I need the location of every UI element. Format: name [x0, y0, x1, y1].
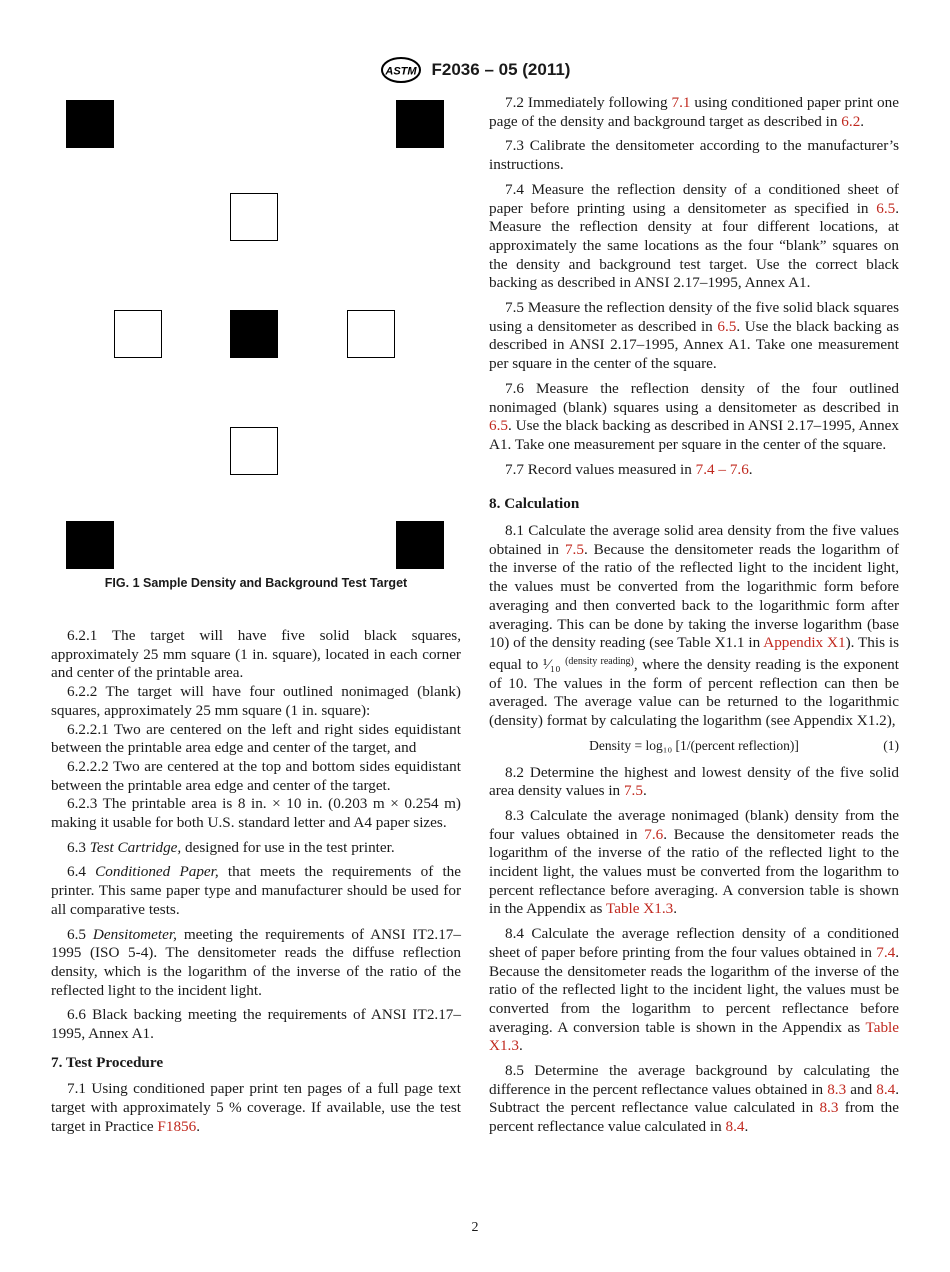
link-f1856[interactable]: F1856: [157, 1117, 197, 1135]
solid-square-bottom-left: [66, 521, 114, 569]
paragraph-6-3: 6.3 Test Cartridge, designed for use in the test printer.: [67, 838, 395, 856]
link-8-4[interactable]: 8.4: [876, 1080, 896, 1098]
density-test-target-figure: [50, 90, 462, 570]
link-6-5[interactable]: 6.5: [489, 417, 508, 435]
equation-formula: Density = log₁₀ [1/(percent reflection)]: [589, 737, 799, 753]
link-table-x1-3[interactable]: Table X1.3: [606, 900, 674, 918]
link-6-5[interactable]: 6.5: [876, 199, 896, 217]
paragraph-8-5: 8.5 Determine the average background by calculating the difference in the percent reflectance values obtained in 8.3 and 8.4. Subtract the percent reflectance value calculated in 8.3 from the percent reflectance value calculated in 8.4.: [489, 1062, 900, 1136]
paragraph-7-7: 7.7 Record values measured in 7.4 – 7.6.: [505, 460, 753, 478]
document-code: F2036 – 05 (2011): [431, 60, 571, 79]
paragraph-7-3: 7.3 Calibrate the densitometer according to the manufacturer’s instructions.: [489, 137, 899, 174]
paragraph-7-1: 7.1 Using conditioned paper print ten pages of a full page text target with approximately 5 % coverage. If available, use the test target in Practice F1856.: [51, 1080, 461, 1135]
paragraph-6-2-2-1: 6.2.2.1 Two are centered on the left and right sides equidistant between the printable area edge and center of the target, and: [51, 720, 461, 757]
link-8-3[interactable]: 8.3: [827, 1080, 847, 1098]
astm-logo-icon: [380, 56, 422, 84]
link-7-4[interactable]: 7.4: [876, 943, 896, 961]
link-table-x1-3[interactable]: Table X1.3: [489, 1018, 899, 1055]
right-column: [489, 94, 899, 1143]
link-appendix-x1[interactable]: Appendix X1: [763, 634, 846, 652]
left-column: [51, 627, 461, 1143]
paragraph-7-6: 7.6 Measure the reflection density of the four outlined nonimaged (blank) squares using a densitometer as described in 6.5. Use the black backing as described in ANSI 2.17–1995, Annex A1. Take one measurement per square in the center of the square.: [489, 379, 899, 453]
link-6-5[interactable]: 6.5: [717, 317, 737, 335]
link-7-1[interactable]: 7.1: [671, 94, 691, 111]
link-7-5[interactable]: 7.5: [564, 540, 584, 558]
blank-square-top: [230, 193, 278, 241]
paragraph-7-5: 7.5 Measure the reflection density of the five solid black squares using a densitometer as described in 6.5. Use the black backing as described in ANSI 2.17–1995, Annex A1. Take one measurement per square in the center of the square.: [489, 299, 899, 373]
paragraph-7-2: 7.2 Immediately following 7.1 using conditioned paper print one page of the density and background target as described in 6.2.: [489, 94, 899, 130]
link-8-3[interactable]: 8.3: [819, 1099, 839, 1117]
paragraph-6-5: 6.5 Densitometer, meeting the requirements of ANSI IT2.17–1995 (ISO 5-4). The densitometer reads the diffuse reflection density, which is the logarithm of the inverse of the ratio of the reflected light to the incident light.: [51, 925, 461, 999]
link-7-5[interactable]: 7.5: [623, 782, 643, 800]
link-8-4[interactable]: 8.4: [725, 1118, 745, 1136]
blank-square-right: [347, 310, 395, 358]
svg-text:ASTM: ASTM: [384, 65, 417, 78]
solid-square-top-right: [396, 100, 444, 148]
equation-number: (1): [883, 737, 899, 753]
link-7-6[interactable]: 7.6: [644, 825, 664, 843]
blank-square-bottom: [230, 427, 278, 475]
blank-square-left: [114, 310, 162, 358]
paragraph-8-4: 8.4 Calculate the average reflection density of a conditioned sheet of paper before printing from the four values obtained in 7.4. Because the densitometer reads the logarithm of the inverse of the ratio of the reflected light to the incident light, the values must be converted from the logarithm to percent reflectance before averaging. A conversion table is shown in the Appendix as Table X1.3.: [489, 925, 900, 1055]
paragraph-6-2-3: 6.2.3 The printable area is 8 in. × 10 in. (0.203 m × 0.254 m) making it usable for both U.S. standard letter and A4 paper sizes.: [51, 795, 461, 832]
paragraph-8-1: 8.1 Calculate the average solid area density from the five values obtained in 7.5. Because the densitometer reads the logarithm of the inverse of the ratio of the reflected light to the incident light, the values must be converted from the logarithmic form before averaging and then converted back to the logarithmic form after averaging. This can be done by taking the inverse logarithm (base 10) of the density reading (see Table X1.1 in Appendix X1). This is equal to ¹⁄₁₀ $^{(density reading)}$, where the density reading is the exponent of 10. The values in the form of percent reflection can then be averaged. The average value can be returned to the logarithmic (density) format by calculating the logarithm (see Appendix X1.2),: [489, 522, 900, 730]
paragraph-6-2-2: 6.2.2 The target will have four outlined nonimaged (blank) squares, approximately 25 mm square (1 in. square):: [51, 683, 461, 719]
solid-square-bottom-right: [396, 521, 444, 569]
solid-square-top-left: [66, 100, 114, 148]
page-number: 2: [471, 1220, 479, 1235]
link-7-4-to-7-6[interactable]: 7.4 – 7.6: [695, 460, 749, 478]
paragraph-6-6: 6.6 Black backing meeting the requirements of ANSI IT2.17–1995, Annex A1.: [51, 1006, 461, 1043]
paragraph-7-4: 7.4 Measure the reflection density of a conditioned sheet of paper before printing using a densitometer as specified in 6.5. Measure the reflection density at four different locations, at approximately the same locations as the four “blank” squares on the density and background test target. Use the correct black backing as described in ANSI 2.17–1995, Annex A1.: [489, 180, 900, 292]
figure-caption: FIG. 1 Sample Density and Background Test Target: [104, 576, 408, 590]
paragraph-6-4: 6.4 Conditioned Paper, that meets the requirements of the printer. This same paper type and manufacturer should be used for all comparative tests.: [51, 863, 461, 918]
section-heading-8: 8. Calculation: [489, 495, 580, 513]
paragraph-6-2-2-2: 6.2.2.2 Two are centered at the top and bottom sides equidistant between the printable area edge and center of the target.: [51, 757, 461, 794]
section-heading-7: 7. Test Procedure: [51, 1053, 164, 1071]
paragraph-8-3: 8.3 Calculate the average nonimaged (blank) density from the four values obtained in 7.6. Because the densitometer reads the logarithm of the inverse of the ratio of the reflected light to the incident light, the values must be converted from the logarithm to percent reflectance before averaging. A conversion table is shown in the Appendix as Table X1.3.: [489, 806, 900, 918]
paragraph-8-2: 8.2 Determine the highest and lowest density of the five solid area density values in 7.5.: [489, 763, 899, 800]
paragraph-6-2-1: 6.2.1 The target will have five solid black squares, approximately 25 mm square (1 in. square), located in each corner and center of the printable area.: [51, 627, 461, 682]
solid-square-center: [230, 310, 278, 358]
page-header: [0, 56, 950, 84]
equation-1: [489, 737, 899, 756]
link-6-2[interactable]: 6.2: [841, 112, 861, 130]
